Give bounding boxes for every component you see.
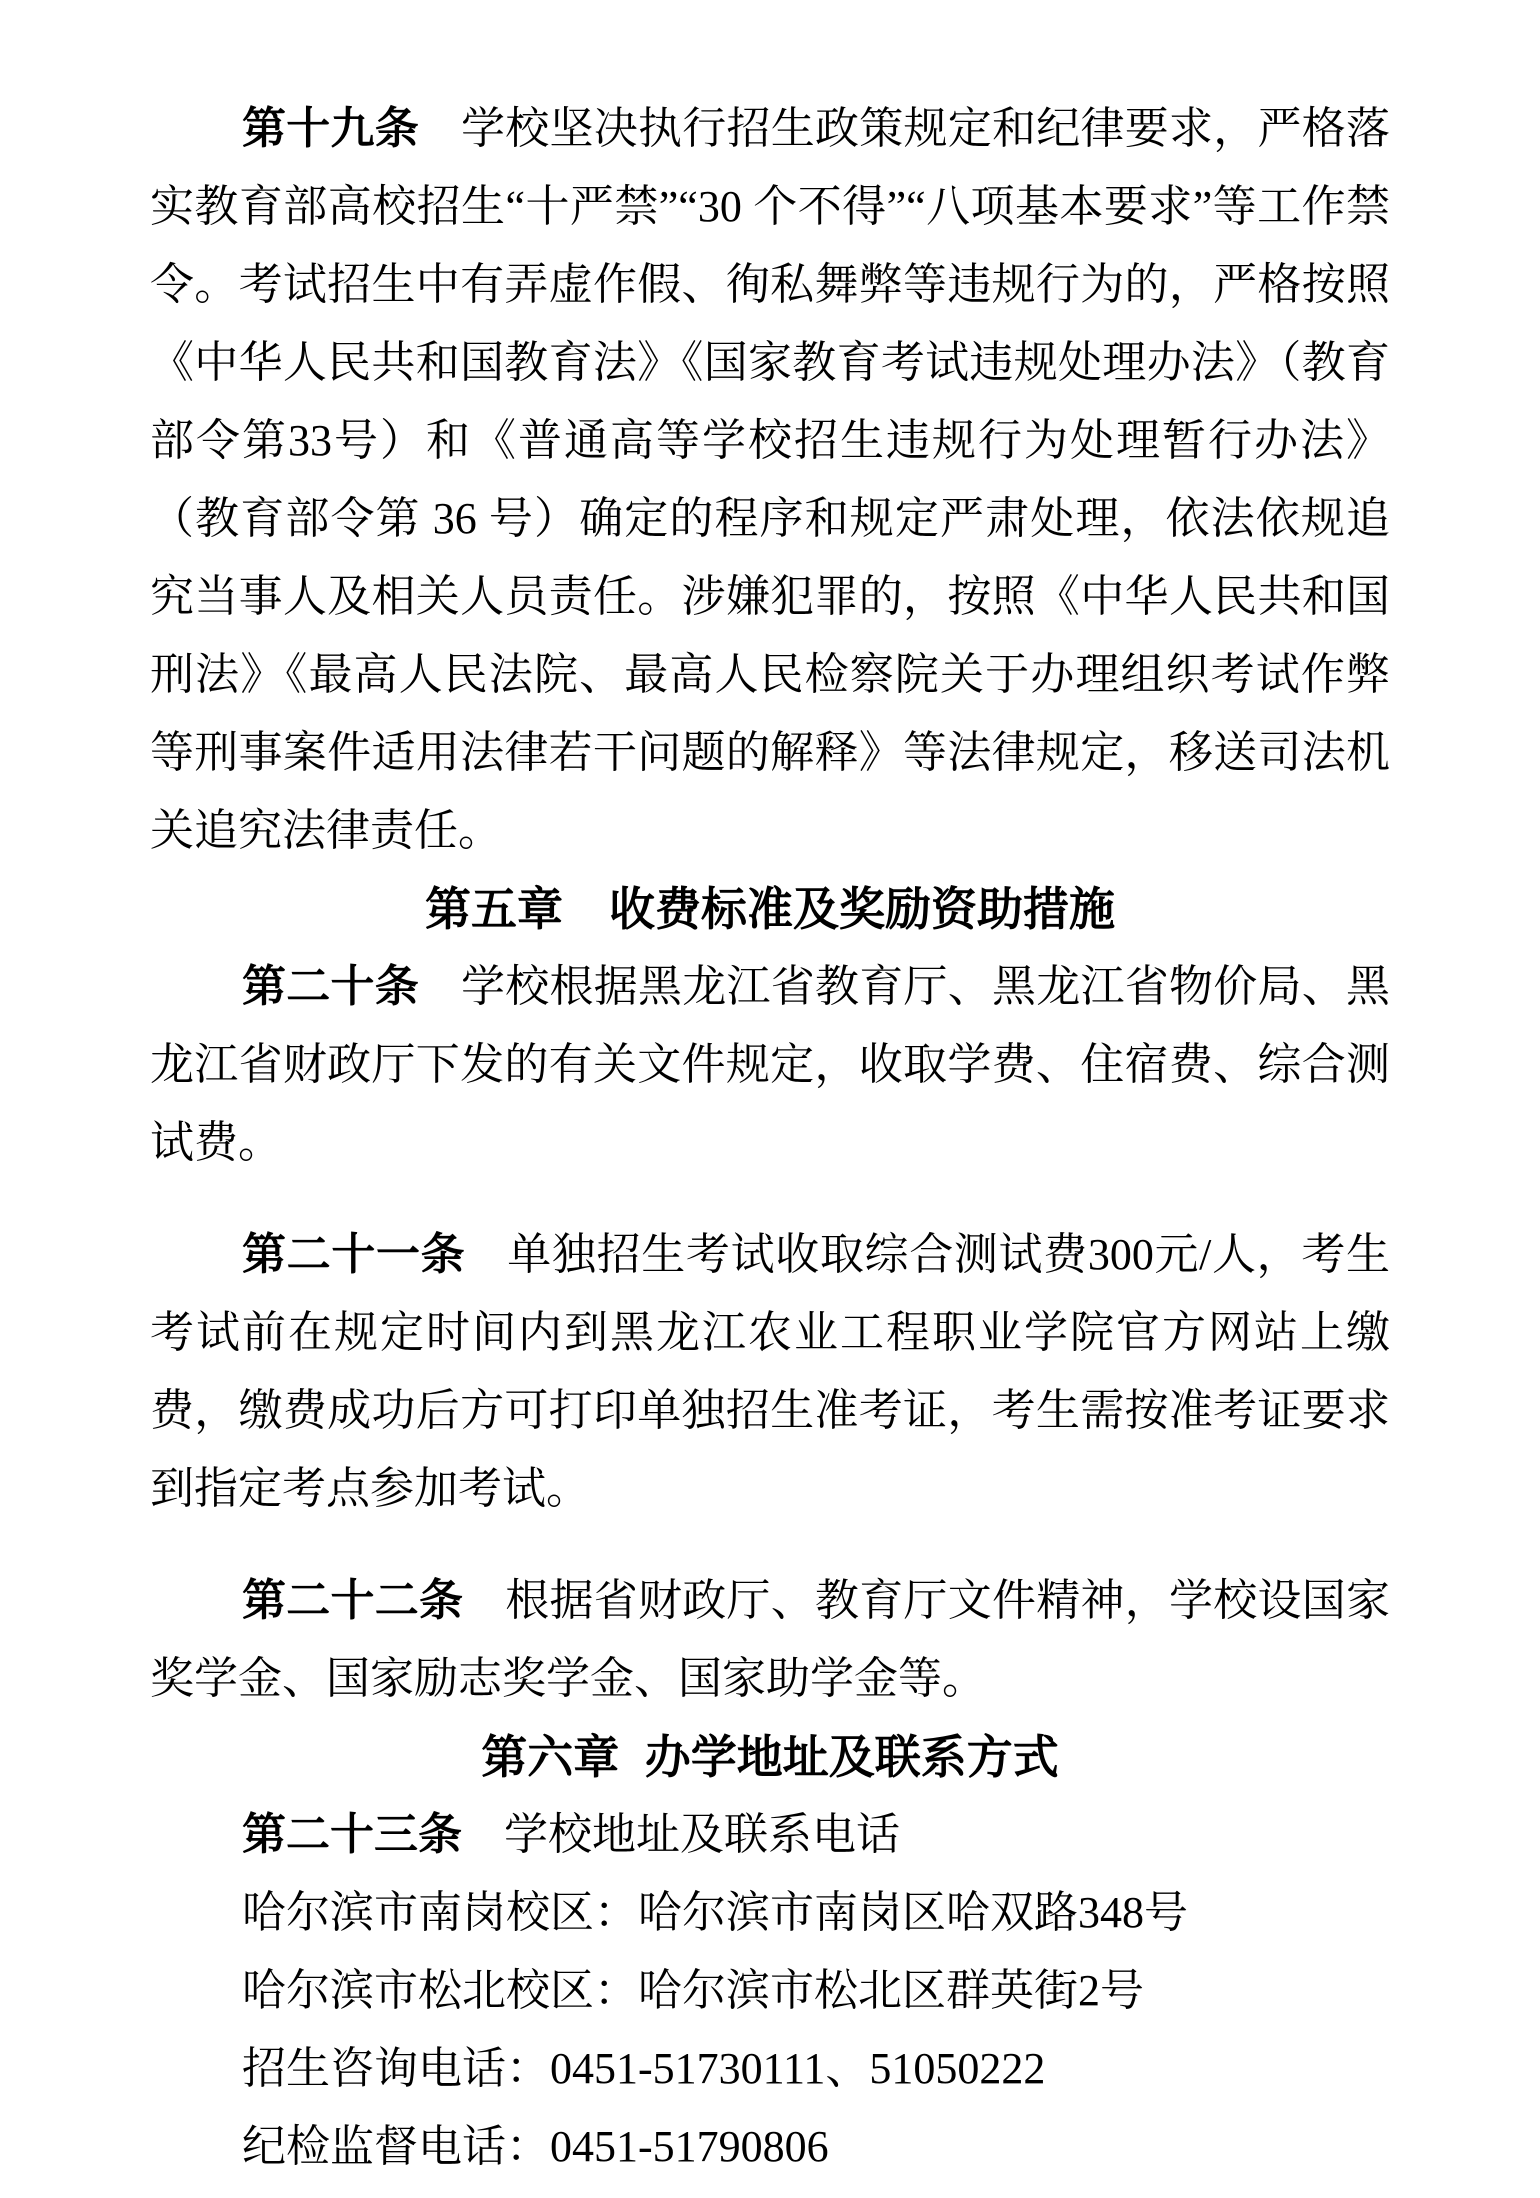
paragraph-article-22: [150, 1562, 1390, 1718]
phone-line-admissions: 招生咨询电话：0451-51730111、51050222: [242, 2044, 1046, 2093]
paragraph-article-21: [150, 1216, 1390, 1528]
article-21-number: 第二十一条: [242, 1230, 466, 1279]
paragraph-article-23: [150, 1796, 1390, 1874]
address-line-songbei-campus: 哈尔滨市松北校区：哈尔滨市松北区群英街2号: [242, 1966, 1144, 2015]
article-19-number: 第十九条: [242, 104, 419, 153]
paragraph-article-19: [150, 90, 1390, 870]
chapter-5-heading: 第五章 收费标准及奖励资助措施: [425, 883, 1115, 935]
article-22-number: 第二十二条: [242, 1576, 464, 1625]
article-23-number: 第二十三条: [242, 1810, 462, 1859]
article-20-number: 第二十条: [242, 962, 419, 1011]
paragraph-article-20: [150, 948, 1390, 1182]
article-19-text: 学校坚决执行招生政策规定和纪律要求，严格落实教育部高校招生“十严禁”“30 个不得”“八项基本要求”等工作禁令。考试招生中有弄虚作假、徇私舞弊等违规行为的，严格按照《中华人民共和国教育法》《国家教育考试违规处理办法》（教育部令第33号）和《普通高等学校招生违规行为处理暂行办法》（教育部令第 36 号）确定的程序和规定严肃处理，依法依规追究当事人及相关人员责任。涉嫌犯罪的，按照《中华人民共和国刑法》《最高人民法院、最高人民检察院关于办理组织考试作弊等刑事案件适用法律若干问题的解释》等法律规定，移送司法机关追究法律责任。: [150, 104, 1390, 855]
article-21-text: 单独招生考试收取综合测试费300元/人，考生考试前在规定时间内到黑龙江农业工程职业学院官方网站上缴费，缴费成功后方可打印单独招生准考证，考生需按准考证要求到指定考点参加考试。: [150, 1230, 1391, 1513]
article-20-text: 学校根据黑龙江省教育厅、黑龙江省物价局、黑龙江省财政厅下发的有关文件规定，收取学费、住宿费、综合测试费。: [150, 962, 1390, 1167]
chapter-6-heading: 第六章 办学地址及联系方式: [481, 1731, 1059, 1783]
article-22-text: 根据省财政厅、教育厅文件精神，学校设国家奖学金、国家励志奖学金、国家助学金等。: [150, 1576, 1390, 1703]
article-23-text: 学校地址及联系电话: [504, 1810, 900, 1859]
phone-line-discipline-supervision: 纪检监督电话：0451-51790806: [242, 2122, 829, 2171]
address-line-nangang-campus: 哈尔滨市南岗校区：哈尔滨市南岗区哈双路348号: [242, 1888, 1188, 1937]
